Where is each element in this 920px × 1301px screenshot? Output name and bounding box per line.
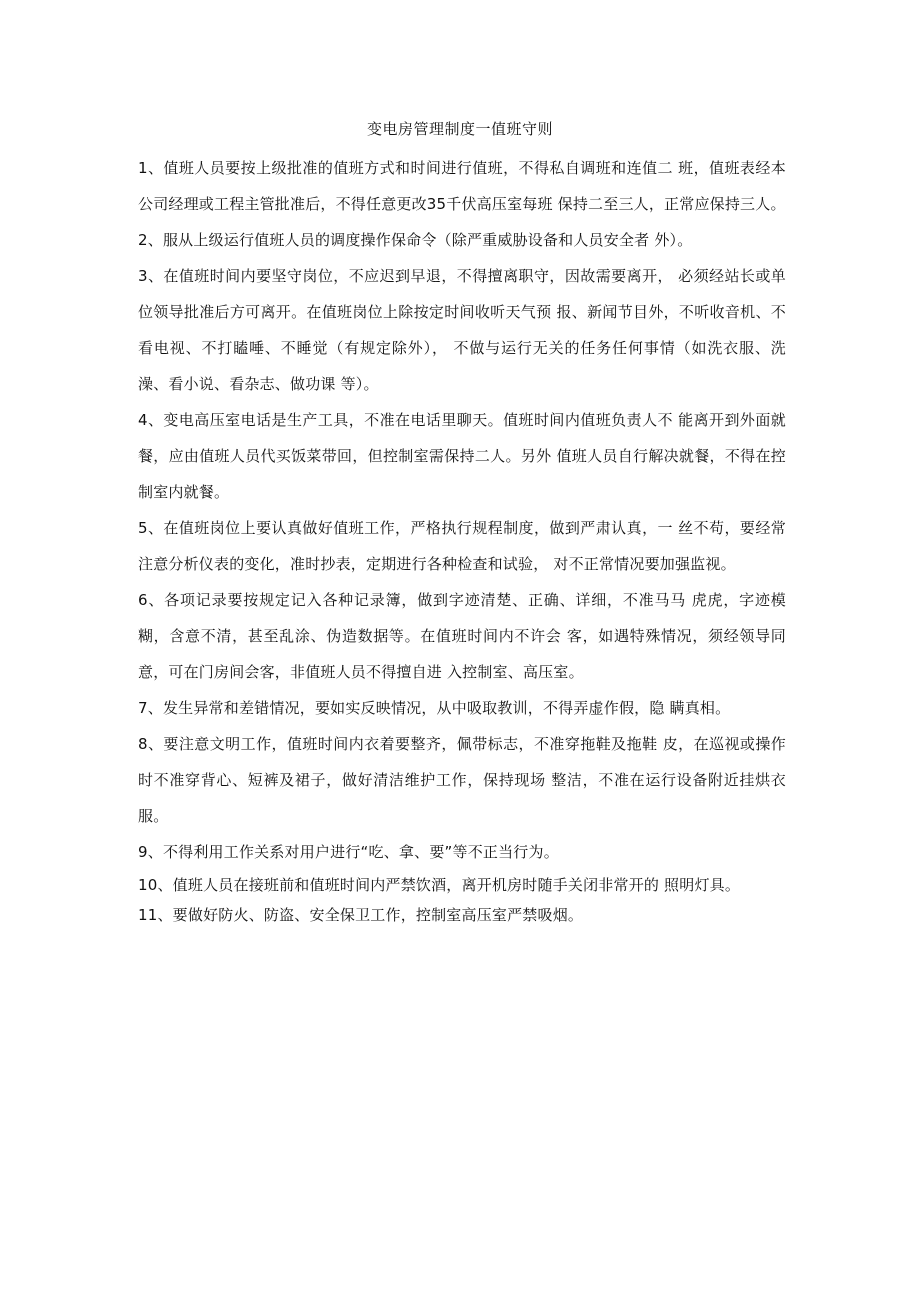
clause-5: 5、在值班岗位上要认真做好值班工作，严格执行规程制度，做到严肃认真，一 丝不苟，要经常注意分析仪表的变化，准时抄表，定期进行各种检查和试验， 对不正常情况要加强监视。 (138, 519, 786, 573)
clause-2: 2、服从上级运行值班人员的调度操作保命令（除严重威胁设备和人员安全者 外）。 (138, 231, 693, 249)
clause-4: 4、变电高压室电话是生产工具，不准在电话里聊天。值班时间内值班负责人不 能离开到外面就餐，应由值班人员代买饭菜带回，但控制室需保持二人。另外 值班人员自行解决就餐，不得在控制室内就餐。 (138, 411, 786, 501)
document-title: 变电房管理制度一值班守则 (366, 120, 553, 138)
clause-7: 7、发生异常和差错情况，要如实反映情况，从中吸取教训，不得弄虚作假，隐 瞒真相。 (138, 699, 731, 717)
clause-9: 9、不得利用工作关系对用户进行“吃、拿、要”等不正当行为。 (138, 843, 559, 861)
clause-11: 11、要做好防火、防盗、安全保卫工作，控制室高压室严禁吸烟。 (138, 906, 584, 924)
clause-1: 1、值班人员要按上级批准的值班方式和时间进行值班，不得私自调班和连值二 班，值班表经本公司经理或工程主管批准后，不得任意更改35千伏高压室每班 保持二至三人，正常应保持三人。 (138, 159, 786, 213)
clause-8: 8、要注意文明工作，值班时间内衣着要整齐，佩带标志，不准穿拖鞋及拖鞋 皮，在巡视或操作时不准穿背心、短裤及裙子，做好清洁维护工作，保持现场 整洁，不准在运行设备附近挂烘衣服。 (138, 735, 786, 825)
clause-10: 10、值班人员在接班前和值班时间内严禁饮酒，离开机房时随手关闭非常开的 照明灯具。 (138, 876, 741, 894)
clause-6: 6、各项记录要按规定记入各种记录簿，做到字迹清楚、正确、详细，不准马马 虎虎，字迹模糊，含意不清，甚至乱涂、伪造数据等。在值班时间内不许会 客，如遇特殊情况，须经领导同意，可在门房间会客，非值班人员不得擅自进 入控制室、高压室。 (138, 591, 786, 681)
clause-list (138, 150, 786, 930)
clause-3: 3、在值班时间内要坚守岗位，不应迟到早退，不得擅离职守，因故需要离开， 必须经站长或单位领导批准后方可离开。在值班岗位上除按定时间收听天气预 报、新闻节目外，不听收音机、不看电视、不打瞌唾、不睡觉（有规定除外）， 不做与运行无关的任务任何事情（如洗衣服、洗澡、看小说、看杂志、做功课 等）。 (138, 267, 786, 393)
